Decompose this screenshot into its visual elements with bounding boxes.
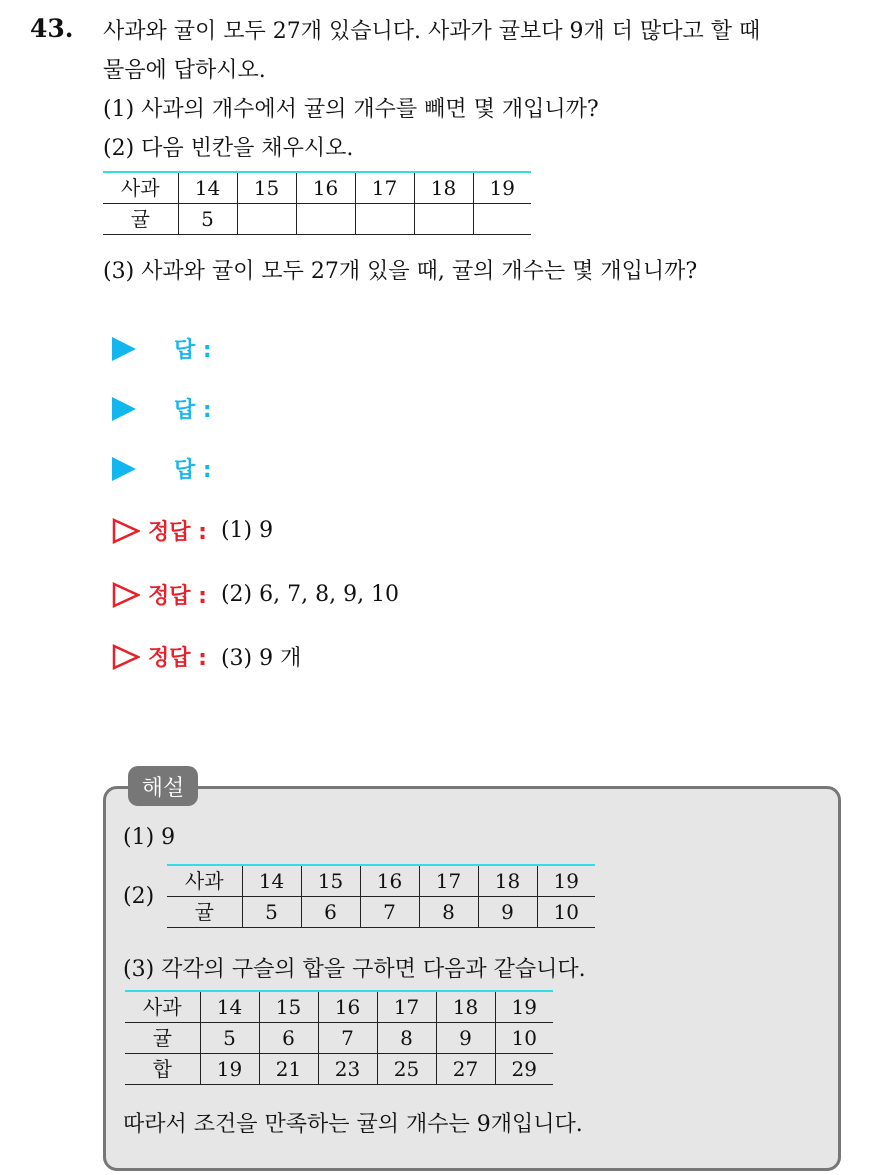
table-row: [103, 204, 531, 235]
table-cell: 5: [200, 1023, 259, 1054]
table-row: [167, 865, 595, 897]
answer-label: 답 :: [174, 338, 212, 363]
solution-conclusion: 따라서 조건을 만족하는 귤의 개수는 9개입니다.: [123, 1112, 583, 1137]
sub-question-2: (2) 다음 빈칸을 채우시오.: [103, 136, 354, 161]
blank-cell[interactable]: [355, 204, 414, 235]
table-cell: 사과: [125, 991, 200, 1023]
table-cell: 10: [495, 1023, 553, 1054]
correct-label: 정답 :: [148, 646, 207, 671]
table-cell: 16: [318, 991, 377, 1023]
table-cell: 16: [296, 172, 355, 204]
correct-answer-row-2: [112, 579, 399, 610]
sub-question-3: (3) 사과와 귤이 모두 27개 있을 때, 귤의 개수는 몇 개입니까?: [103, 259, 698, 284]
solution-badge: 해설: [128, 766, 198, 806]
question-table: [103, 171, 531, 235]
table-cell: 8: [377, 1023, 436, 1054]
table-cell: 19: [537, 865, 595, 897]
table-cell: 10: [537, 897, 595, 928]
correct-label: 정답 :: [148, 584, 207, 609]
table-cell: 15: [237, 172, 296, 204]
answer-row-1[interactable]: [112, 333, 212, 364]
table-cell: 14: [242, 865, 301, 897]
table-cell: 19: [200, 1054, 259, 1085]
solution-table-3: [125, 990, 553, 1085]
correct-answer-row-1: [112, 515, 273, 546]
table-row: [167, 897, 595, 928]
triangle-outline-icon: [112, 644, 140, 670]
triangle-outline-icon: [112, 518, 140, 544]
table-cell: 19: [473, 172, 531, 204]
table-cell: 사과: [103, 172, 178, 204]
triangle-icon: [112, 457, 136, 481]
correct-value: (3) 9 개: [220, 646, 302, 671]
table-cell: 16: [360, 865, 419, 897]
table-cell: 7: [360, 897, 419, 928]
table-cell: 8: [419, 897, 478, 928]
triangle-icon: [112, 337, 136, 361]
table-cell: 7: [318, 1023, 377, 1054]
table-cell: 합: [125, 1054, 200, 1085]
table-cell: 14: [200, 991, 259, 1023]
table-cell: 18: [478, 865, 537, 897]
table-cell: 25: [377, 1054, 436, 1085]
triangle-outline-icon: [112, 582, 140, 608]
table-cell: 17: [377, 991, 436, 1023]
correct-label: 정답 :: [148, 520, 207, 545]
answer-row-2[interactable]: [112, 393, 212, 424]
sub-question-1: (1) 사과의 개수에서 귤의 개수를 빼면 몇 개입니까?: [103, 97, 599, 122]
table-cell: 6: [301, 897, 360, 928]
table-cell: 9: [478, 897, 537, 928]
triangle-icon: [112, 397, 136, 421]
table-row: [125, 1023, 553, 1054]
solution-table-2: [167, 864, 595, 928]
table-cell: 17: [419, 865, 478, 897]
table-cell: 29: [495, 1054, 553, 1085]
question-text-line2: 물음에 답하시오.: [103, 58, 266, 83]
table-cell: 15: [259, 991, 318, 1023]
question-text-line1: 사과와 귤이 모두 27개 있습니다. 사과가 귤보다 9개 더 많다고 할 때: [103, 19, 761, 44]
table-row: [125, 1054, 553, 1085]
table-cell: 귤: [125, 1023, 200, 1054]
solution-part3: (3) 각각의 구슬의 합을 구하면 다음과 같습니다.: [123, 957, 586, 982]
table-cell: 9: [436, 1023, 495, 1054]
correct-value: (2) 6, 7, 8, 9, 10: [220, 582, 400, 607]
table-cell: 5: [178, 204, 237, 235]
solution-part1: (1) 9: [123, 825, 176, 850]
blank-cell[interactable]: [237, 204, 296, 235]
table-cell: 귤: [103, 204, 178, 235]
question-number: 43.: [30, 14, 74, 43]
answer-label: 답 :: [174, 458, 212, 483]
table-cell: 5: [242, 897, 301, 928]
blank-cell[interactable]: [473, 204, 531, 235]
table-cell: 귤: [167, 897, 242, 928]
correct-answer-row-3: [112, 641, 301, 672]
blank-cell[interactable]: [414, 204, 473, 235]
answer-label: 답 :: [174, 398, 212, 423]
solution-part2-label: (2): [123, 884, 155, 909]
table-cell: 19: [495, 991, 553, 1023]
table-cell: 18: [436, 991, 495, 1023]
table-row: [125, 991, 553, 1023]
table-cell: 23: [318, 1054, 377, 1085]
table-row: [103, 172, 531, 204]
table-cell: 18: [414, 172, 473, 204]
table-cell: 21: [259, 1054, 318, 1085]
table-cell: 사과: [167, 865, 242, 897]
answer-row-3[interactable]: [112, 453, 212, 484]
correct-value: (1) 9: [220, 518, 274, 543]
table-cell: 17: [355, 172, 414, 204]
table-cell: 6: [259, 1023, 318, 1054]
table-cell: 15: [301, 865, 360, 897]
blank-cell[interactable]: [296, 204, 355, 235]
table-cell: 14: [178, 172, 237, 204]
table-cell: 27: [436, 1054, 495, 1085]
